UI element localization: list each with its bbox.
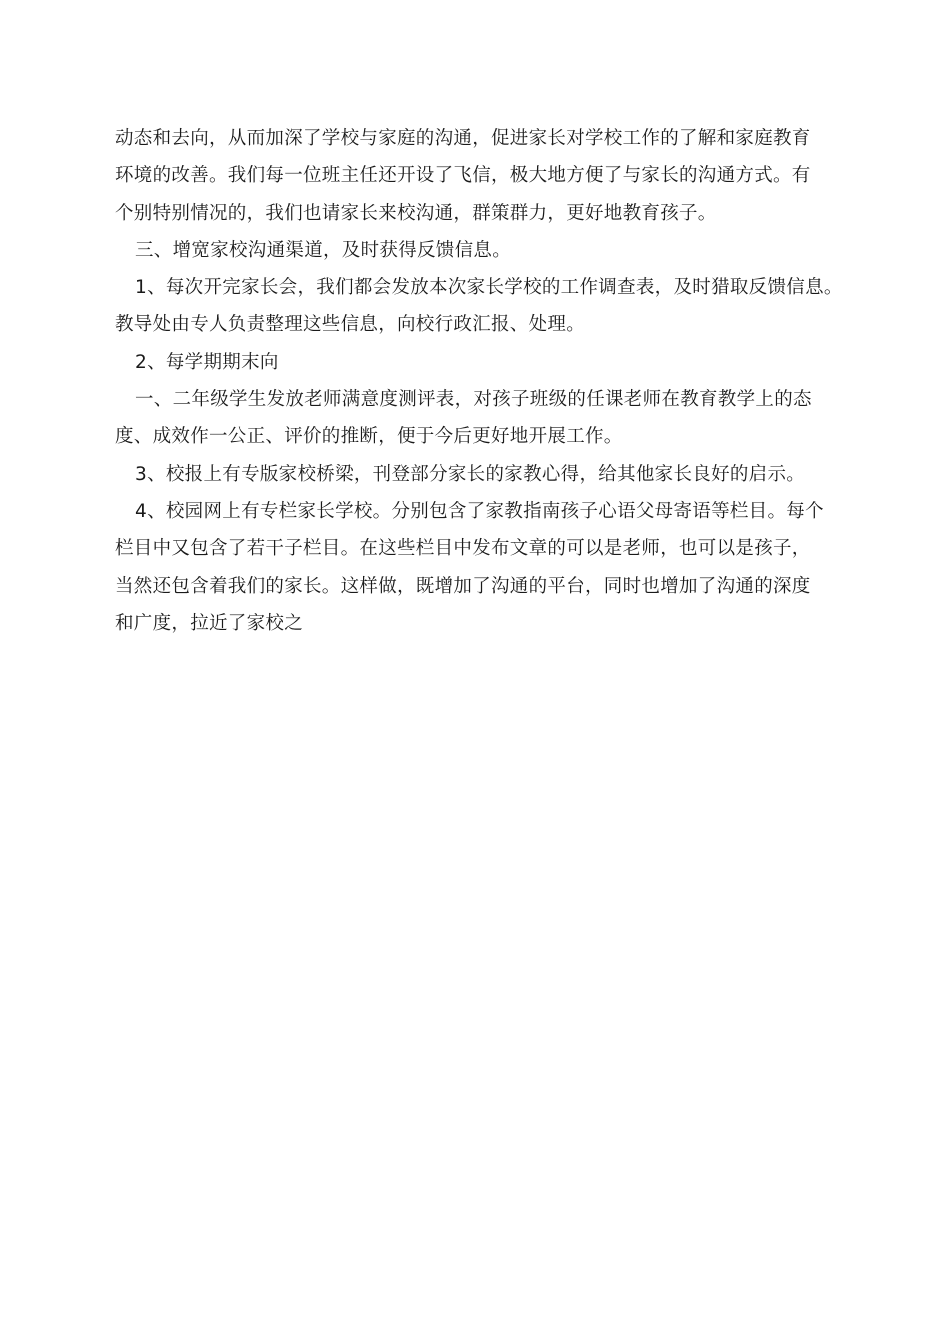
section-heading: 三、增宽家校沟通渠道，及时获得反馈信息。 (135, 239, 512, 261)
text-line: 度、成效作一公正、评价的推断，便于今后更好地开展工作。 (115, 426, 623, 448)
document-body (115, 120, 843, 642)
text-line: 和广度，拉近了家校之 (115, 612, 304, 634)
text-line: 环境的改善。我们每一位班主任还开设了飞信，极大地方便了与家长的沟通方式。有 (115, 165, 811, 187)
text-line: 个别特别情况的，我们也请家长来校沟通，群策群力，更好地教育孩子。 (115, 202, 717, 224)
text-line: 2、每学期期末向 (135, 351, 279, 373)
text-line: 当然还包含着我们的家长。这样做，既增加了沟通的平台，同时也增加了沟通的深度 (115, 575, 811, 597)
text-line: 1、每次开完家长会，我们都会发放本次家长学校的工作调查表，及时猎取反馈信息。 (135, 277, 843, 299)
text-line: 栏目中又包含了若干子栏目。在这些栏目中发布文章的可以是老师，也可以是孩子， (115, 538, 811, 560)
text-line: 动态和去向，从而加深了学校与家庭的沟通，促进家长对学校工作的了解和家庭教育 (115, 128, 811, 149)
text-line: 教导处由专人负责整理这些信息，向校行政汇报、处理。 (115, 314, 586, 336)
text-line: 一、二年级学生发放老师满意度测评表，对孩子班级的任课老师在教育教学上的态 (135, 389, 812, 411)
text-line: 4、校园网上有专栏家长学校。分别包含了家教指南孩子心语父母寄语等栏目。每个 (135, 500, 824, 522)
text-line: 3、校报上有专版家校桥梁，刊登部分家长的家教心得，给其他家长良好的启示。 (135, 463, 806, 485)
